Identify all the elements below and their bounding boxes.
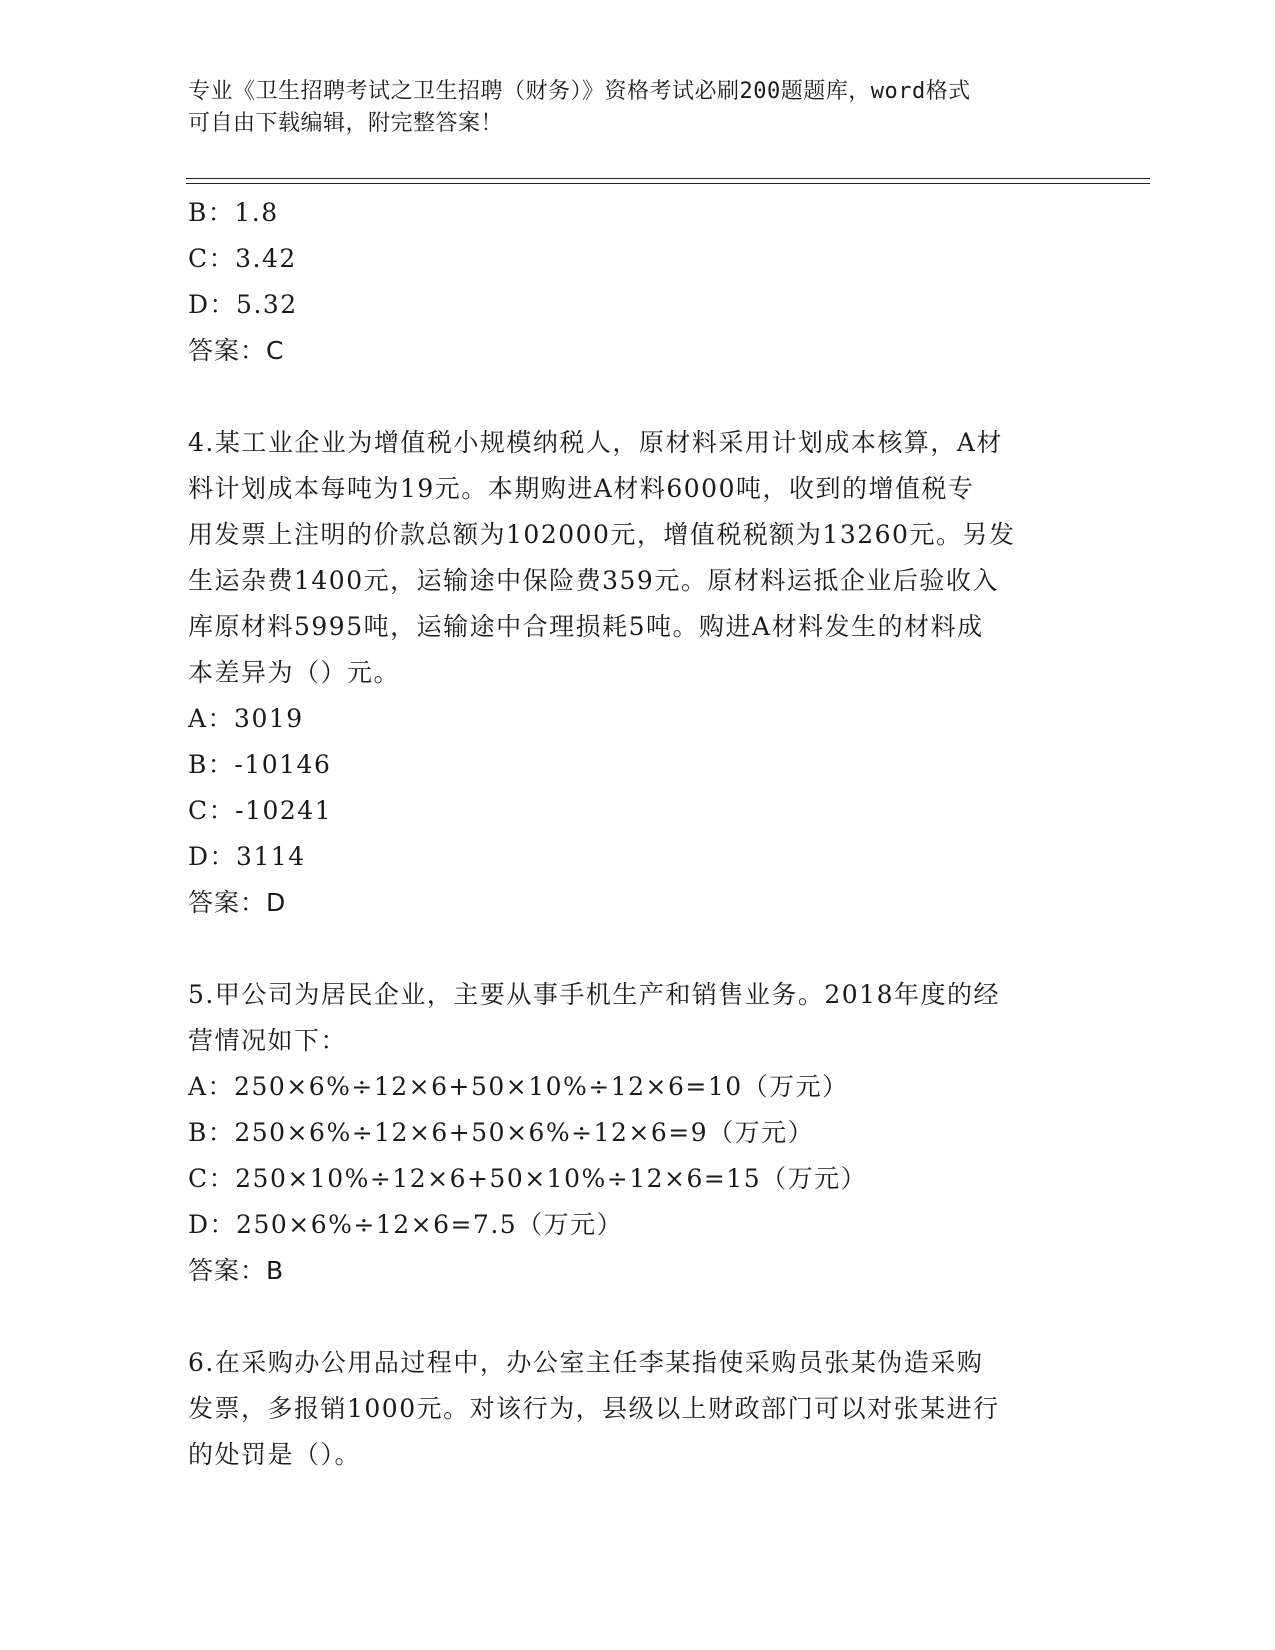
option-d: D：3114 (188, 842, 306, 871)
header-divider-top (186, 178, 1150, 179)
question-text-line: 发票，多报销1000元。对该行为，县级以上财政部门可以对张某进行 (188, 1394, 1000, 1423)
header-line-1: 专业《卫生招聘考试之卫生招聘（财务）》资格考试必刷200题题库，word格式 (188, 79, 971, 104)
option-a: A：250×6%÷12×6+50×10%÷12×6=10（万元） (188, 1072, 849, 1101)
option-b: B：250×6%÷12×6+50×6%÷12×6=9（万元） (188, 1118, 815, 1147)
answer: 答案：B (188, 1256, 285, 1285)
answer: 答案：C (188, 336, 285, 365)
option-b: B：1.8 (188, 198, 279, 227)
question-text-line: 生运杂费1400元，运输途中保险费359元。原材料运抵企业后验收入 (188, 566, 999, 595)
question-text-line: 本差异为（）元。 (188, 658, 401, 687)
spacer (188, 374, 1088, 420)
option-c: C：250×10%÷12×6+50×10%÷12×6=15（万元） (188, 1164, 868, 1193)
question-text-line: 5.甲公司为居民企业，主要从事手机生产和销售业务。2018年度的经 (188, 980, 1000, 1009)
answer: 答案：D (188, 888, 287, 917)
spacer (188, 926, 1088, 972)
header-divider-bottom (186, 183, 1150, 184)
question-text-line: 料计划成本每吨为19元。本期购进A材料6000吨，收到的增值税专 (188, 474, 975, 503)
question-3 (188, 190, 1088, 374)
header-line-2: 可自由下载编辑，附完整答案！ (188, 111, 504, 136)
question-text-line: 用发票上注明的价款总额为102000元，增值税税额为13260元。另发 (188, 520, 1016, 549)
question-6 (188, 1340, 1088, 1478)
question-text-line: 4.某工业企业为增值税小规模纳税人，原材料采用计划成本核算，A材 (188, 428, 1003, 457)
spacer (188, 1294, 1088, 1340)
option-b: B：-10146 (188, 750, 332, 779)
option-c: C：3.42 (188, 244, 297, 273)
question-text-line: 的处罚是（）。 (188, 1440, 362, 1469)
question-4 (188, 420, 1088, 926)
option-d: D：5.32 (188, 290, 298, 319)
question-text-line: 库原材料5995吨，运输途中合理损耗5吨。购进A材料发生的材料成 (188, 612, 984, 641)
option-c: C：-10241 (188, 796, 333, 825)
question-5 (188, 972, 1088, 1294)
option-a: A：3019 (188, 704, 304, 733)
question-text-line: 营情况如下： (188, 1026, 348, 1055)
document-header (188, 76, 1088, 140)
question-text-line: 6.在采购办公用品过程中，办公室主任李某指使采购员张某伪造采购 (188, 1348, 984, 1377)
document-body (188, 190, 1088, 1478)
option-d: D：250×6%÷12×6=7.5（万元） (188, 1210, 624, 1239)
